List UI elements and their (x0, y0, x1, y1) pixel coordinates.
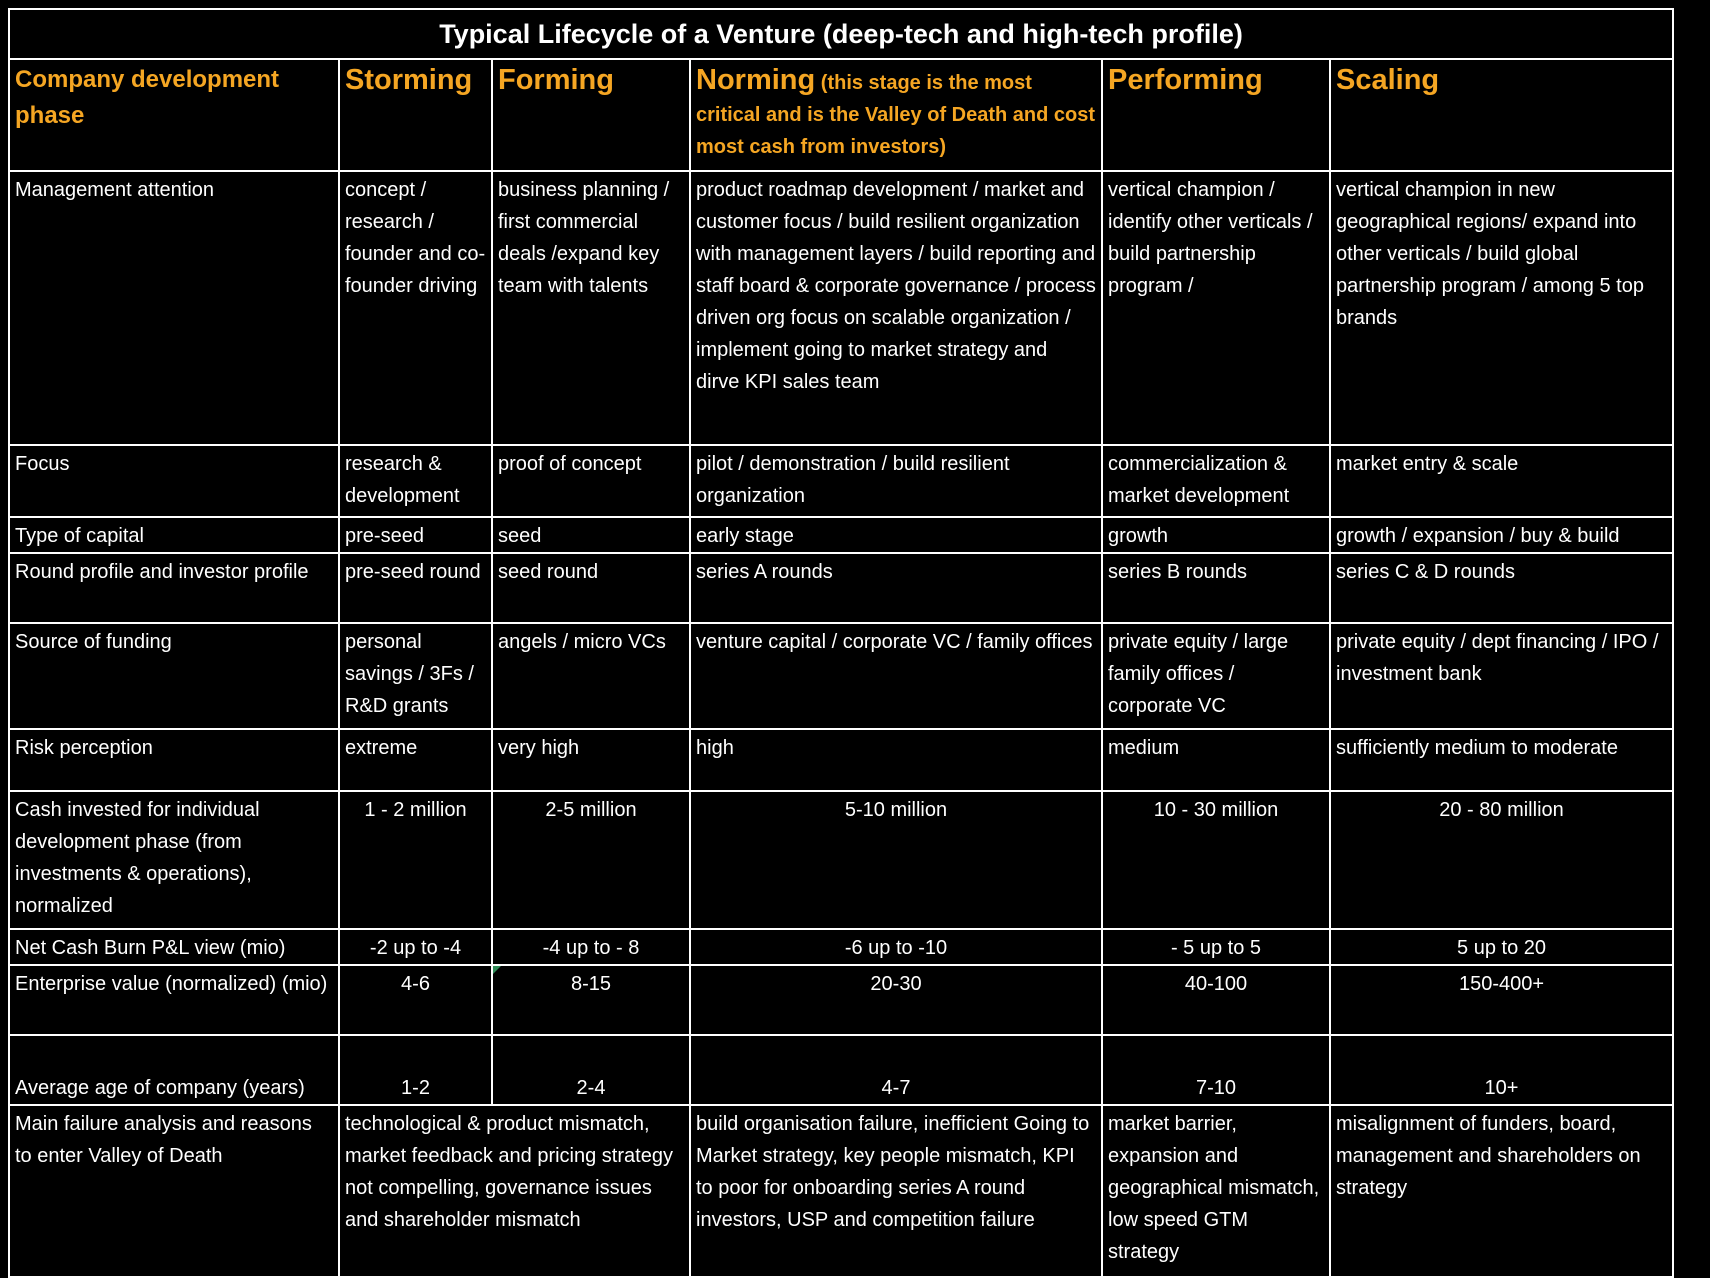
cell-scaling: private equity / dept financing / IPO / investment bank (1330, 623, 1673, 729)
cell-storming: 4-6 (339, 965, 492, 1035)
row-main-failure-analysis (9, 1105, 1673, 1277)
cell-forming: seed (492, 517, 690, 553)
cell-storming: -2 up to -4 (339, 929, 492, 965)
phase-header-performing: Performing (1102, 59, 1330, 171)
row-net-cash-burn (9, 929, 1673, 965)
row-label: Enterprise value (normalized) (mio) (9, 965, 339, 1035)
row-label: Cash invested for individual development phase (from investments & operations), normalized (9, 791, 339, 929)
cell-performing: vertical champion / identify other verticals / build partnership program / (1102, 171, 1330, 445)
cell-scaling: 150-400+ (1330, 965, 1673, 1035)
row-label: Type of capital (9, 517, 339, 553)
cell-performing: medium (1102, 729, 1330, 791)
row-enterprise-value (9, 965, 1673, 1035)
cell-scaling: series C & D rounds (1330, 553, 1673, 623)
cell-storming: 1-2 (339, 1035, 492, 1105)
phase-header-storming: Storming (339, 59, 492, 171)
cell-norming: high (690, 729, 1102, 791)
cell-norming: 4-7 (690, 1035, 1102, 1105)
phase-header-label: Company development phase (9, 59, 339, 171)
cell-norming: -6 up to -10 (690, 929, 1102, 965)
row-label: Average age of company (years) (9, 1035, 339, 1105)
cell-norming: series A rounds (690, 553, 1102, 623)
cell-norming: product roadmap development / market and customer focus / build resilient organization with management layers / build reporting and staff board & corporate governance / process driven org focus on scalable organization / implement going to market strategy and dirve KPI sales team (690, 171, 1102, 445)
row-average-age (9, 1035, 1673, 1105)
venture-lifecycle-table (8, 8, 1674, 1278)
cell-scaling: 10+ (1330, 1035, 1673, 1105)
cell-performing: market barrier, expansion and geographical mismatch, low speed GTM strategy (1102, 1105, 1330, 1277)
comment-marker (493, 966, 501, 974)
cell-storming: pre-seed round (339, 553, 492, 623)
phase-header-norming (690, 59, 1102, 171)
cell-performing: - 5 up to 5 (1102, 929, 1330, 965)
cell-performing: series B rounds (1102, 553, 1330, 623)
cell-storming: extreme (339, 729, 492, 791)
cell-performing: 40-100 (1102, 965, 1330, 1035)
row-cash-invested (9, 791, 1673, 929)
cell-performing: commercialization & market development (1102, 445, 1330, 517)
cell-scaling: vertical champion in new geographical regions/ expand into other verticals / build global partnership program / among 5 top brands (1330, 171, 1673, 445)
cell-norming: venture capital / corporate VC / family offices (690, 623, 1102, 729)
cell-forming: proof of concept (492, 445, 690, 517)
cell-performing: 7-10 (1102, 1035, 1330, 1105)
cell-performing: growth (1102, 517, 1330, 553)
table-title: Typical Lifecycle of a Venture (deep-tech and high-tech profile) (9, 9, 1673, 59)
cell-forming: seed round (492, 553, 690, 623)
cell-storming: concept / research / founder and co-founder driving (339, 171, 492, 445)
cell-scaling: growth / expansion / buy & build (1330, 517, 1673, 553)
cell-scaling: 20 - 80 million (1330, 791, 1673, 929)
row-label: Focus (9, 445, 339, 517)
row-label: Main failure analysis and reasons to enter Valley of Death (9, 1105, 339, 1277)
cell-storming-forming: technological & product mismatch, market feedback and pricing strategy not compelling, governance issues and shareholder mismatch (339, 1105, 690, 1277)
cell-storming: personal savings / 3Fs / R&D grants (339, 623, 492, 729)
row-risk-perception (9, 729, 1673, 791)
cell-norming: 20-30 (690, 965, 1102, 1035)
cell-forming: -4 up to - 8 (492, 929, 690, 965)
row-label: Source of funding (9, 623, 339, 729)
cell-forming: 2-5 million (492, 791, 690, 929)
row-label: Round profile and investor profile (9, 553, 339, 623)
cell-norming: early stage (690, 517, 1102, 553)
cell-scaling: market entry & scale (1330, 445, 1673, 517)
cell-forming-value: 8-15 (570, 973, 612, 995)
cell-forming: angels / micro VCs (492, 623, 690, 729)
title-row (9, 9, 1673, 59)
row-round-profile (9, 553, 1673, 623)
cell-storming: research & development (339, 445, 492, 517)
cell-norming: 5-10 million (690, 791, 1102, 929)
cell-performing: 10 - 30 million (1102, 791, 1330, 929)
phase-header-scaling: Scaling (1330, 59, 1673, 171)
cell-scaling: misalignment of funders, board, management and shareholders on strategy (1330, 1105, 1673, 1277)
row-label: Risk perception (9, 729, 339, 791)
cell-scaling: sufficiently medium to moderate (1330, 729, 1673, 791)
row-type-of-capital (9, 517, 1673, 553)
cell-forming: very high (492, 729, 690, 791)
phase-name-norming: Norming (696, 64, 816, 96)
cell-storming: 1 - 2 million (339, 791, 492, 929)
cell-performing: private equity / large family offices / corporate VC (1102, 623, 1330, 729)
phase-header-row (9, 59, 1673, 171)
cell-forming (492, 965, 690, 1035)
phase-header-forming: Forming (492, 59, 690, 171)
cell-forming: business planning / first commercial deals /expand key team with talents (492, 171, 690, 445)
row-focus (9, 445, 1673, 517)
row-management-attention (9, 171, 1673, 445)
cell-storming: pre-seed (339, 517, 492, 553)
row-source-of-funding (9, 623, 1673, 729)
row-label: Management attention (9, 171, 339, 445)
phase-note-norming: (this stage is the most critical and is the Valley of Death and cost most cash from investors) (696, 72, 1096, 158)
cell-scaling: 5 up to 20 (1330, 929, 1673, 965)
cell-norming: build organisation failure, inefficient Going to Market strategy, key people mismatch, KPI to poor for onboarding series A round investors, USP and competition failure (690, 1105, 1102, 1277)
cell-forming: 2-4 (492, 1035, 690, 1105)
cell-norming: pilot / demonstration / build resilient organization (690, 445, 1102, 517)
row-label: Net Cash Burn P&L view (mio) (9, 929, 339, 965)
